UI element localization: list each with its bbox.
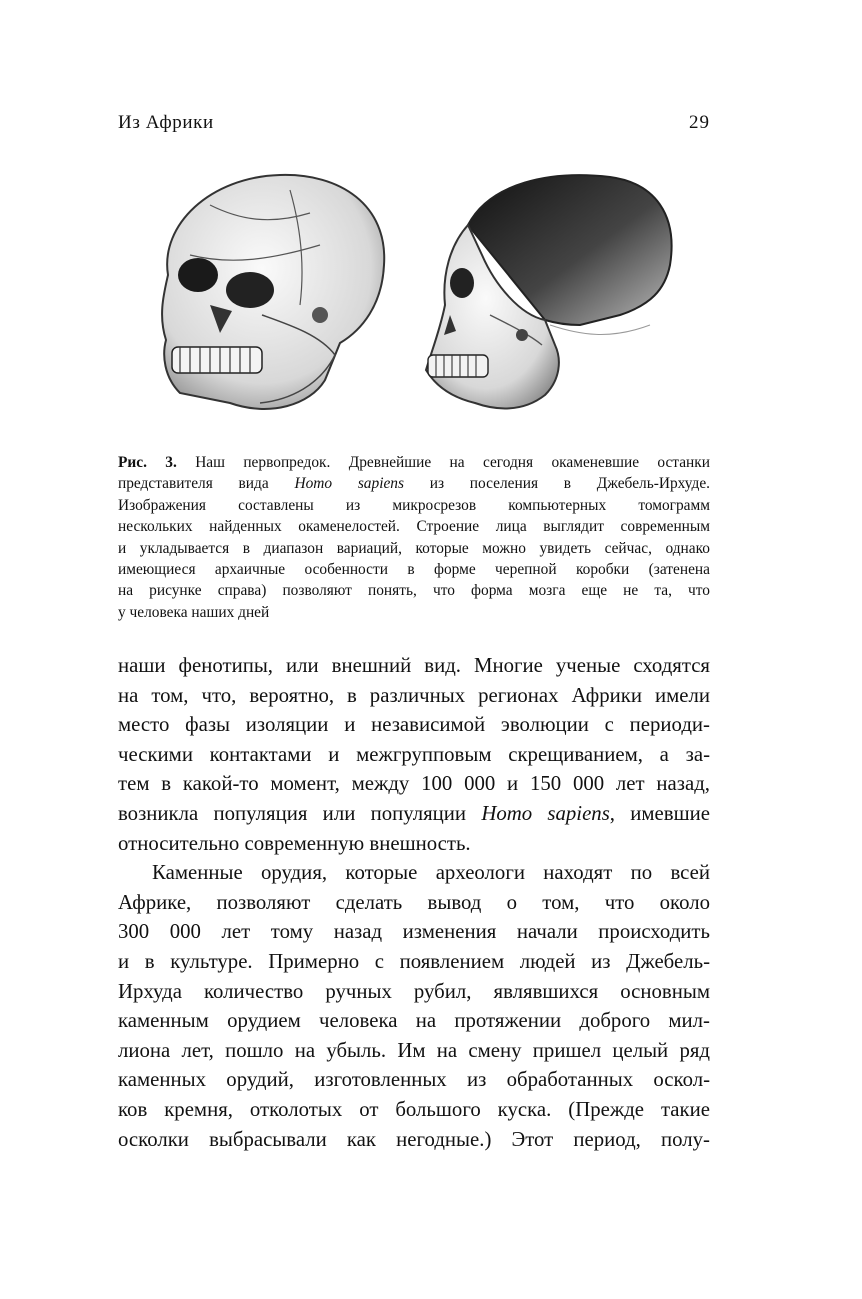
text-line: тем в какой-то момент, между 100 000 и 150 000 лет назад,: [118, 772, 710, 796]
text-line: место фазы изоляции и независимой эволюции с периоди-: [118, 713, 710, 737]
text-line: наши фенотипы, или внешний вид. Многие ученые сходятся: [118, 654, 710, 677]
text-line: Каменные орудия, которые археологи находят по всей: [152, 861, 710, 885]
text-line: каменным орудием человека на протяжении доброго мил-: [118, 1009, 710, 1033]
text-line: возникла популяция или популяции Homo sapiens, имевшие: [118, 801, 710, 825]
caption-line: Рис. 3. Наш первопредок. Древнейшие на сегодня окаменевшие останки: [118, 454, 711, 471]
text-line: Ирхуда количество ручных рубил, являвшихся основным: [118, 979, 710, 1003]
figure: [150, 165, 690, 435]
text-line: относительно современную внешность.: [118, 831, 471, 855]
caption-label: Рис. 3.: [118, 454, 177, 471]
caption-line: нескольких найденных окаменелостей. Строение лица выглядит современным: [118, 518, 710, 536]
text-line: ческими контактами и межгрупповым скрещиванием, а за-: [118, 742, 710, 766]
right-skull-image: [426, 175, 672, 408]
species-name: Homo sapiens: [294, 475, 404, 493]
text-line: на том, что, вероятно, в различных регионах Африки имели: [118, 683, 710, 707]
text-line: осколки выбрасывали как негодные.) Этот период, полу-: [118, 1127, 710, 1151]
text-line: ков кремня, отколотых от большого куска. (Прежде такие: [118, 1097, 710, 1121]
species-name: Homo sapiens: [481, 801, 610, 825]
text-line: каменных орудий, изготовленных из обработанных оскол-: [118, 1068, 710, 1092]
body-text: [118, 651, 710, 1154]
running-head: Из Африки: [118, 112, 214, 133]
caption-line: представителя вида Homo sapiens из поселения в Джебель-Ирхуде.: [118, 475, 710, 493]
text-line: 300 000 лет тому назад изменения начали происходить: [118, 920, 710, 944]
caption-line: у человека наших дней: [118, 603, 270, 621]
caption-line: на рисунке справа) позволяют понять, что форма мозга еще не та, что: [118, 582, 710, 600]
figure-caption: [118, 452, 710, 623]
left-skull-image: [162, 175, 384, 409]
skulls-illustration: [150, 165, 690, 435]
caption-line: имеющиеся архаичные особенности в форме черепной коробки (затенена: [118, 561, 710, 579]
text-line: и в культуре. Примерно с появлением людей из Джебель-: [118, 949, 710, 973]
text-line: Африке, позволяют сделать вывод о том, что около: [118, 890, 710, 914]
page-number: 29: [689, 112, 710, 133]
caption-line: и укладывается в диапазон вариаций, которые можно увидеть сейчас, однако: [118, 539, 710, 557]
text-line: лиона лет, пошло на убыль. Им на смену пришел целый ряд: [118, 1038, 710, 1062]
caption-line: Изображения составлены из микросрезов компьютерных томограмм: [118, 496, 710, 514]
